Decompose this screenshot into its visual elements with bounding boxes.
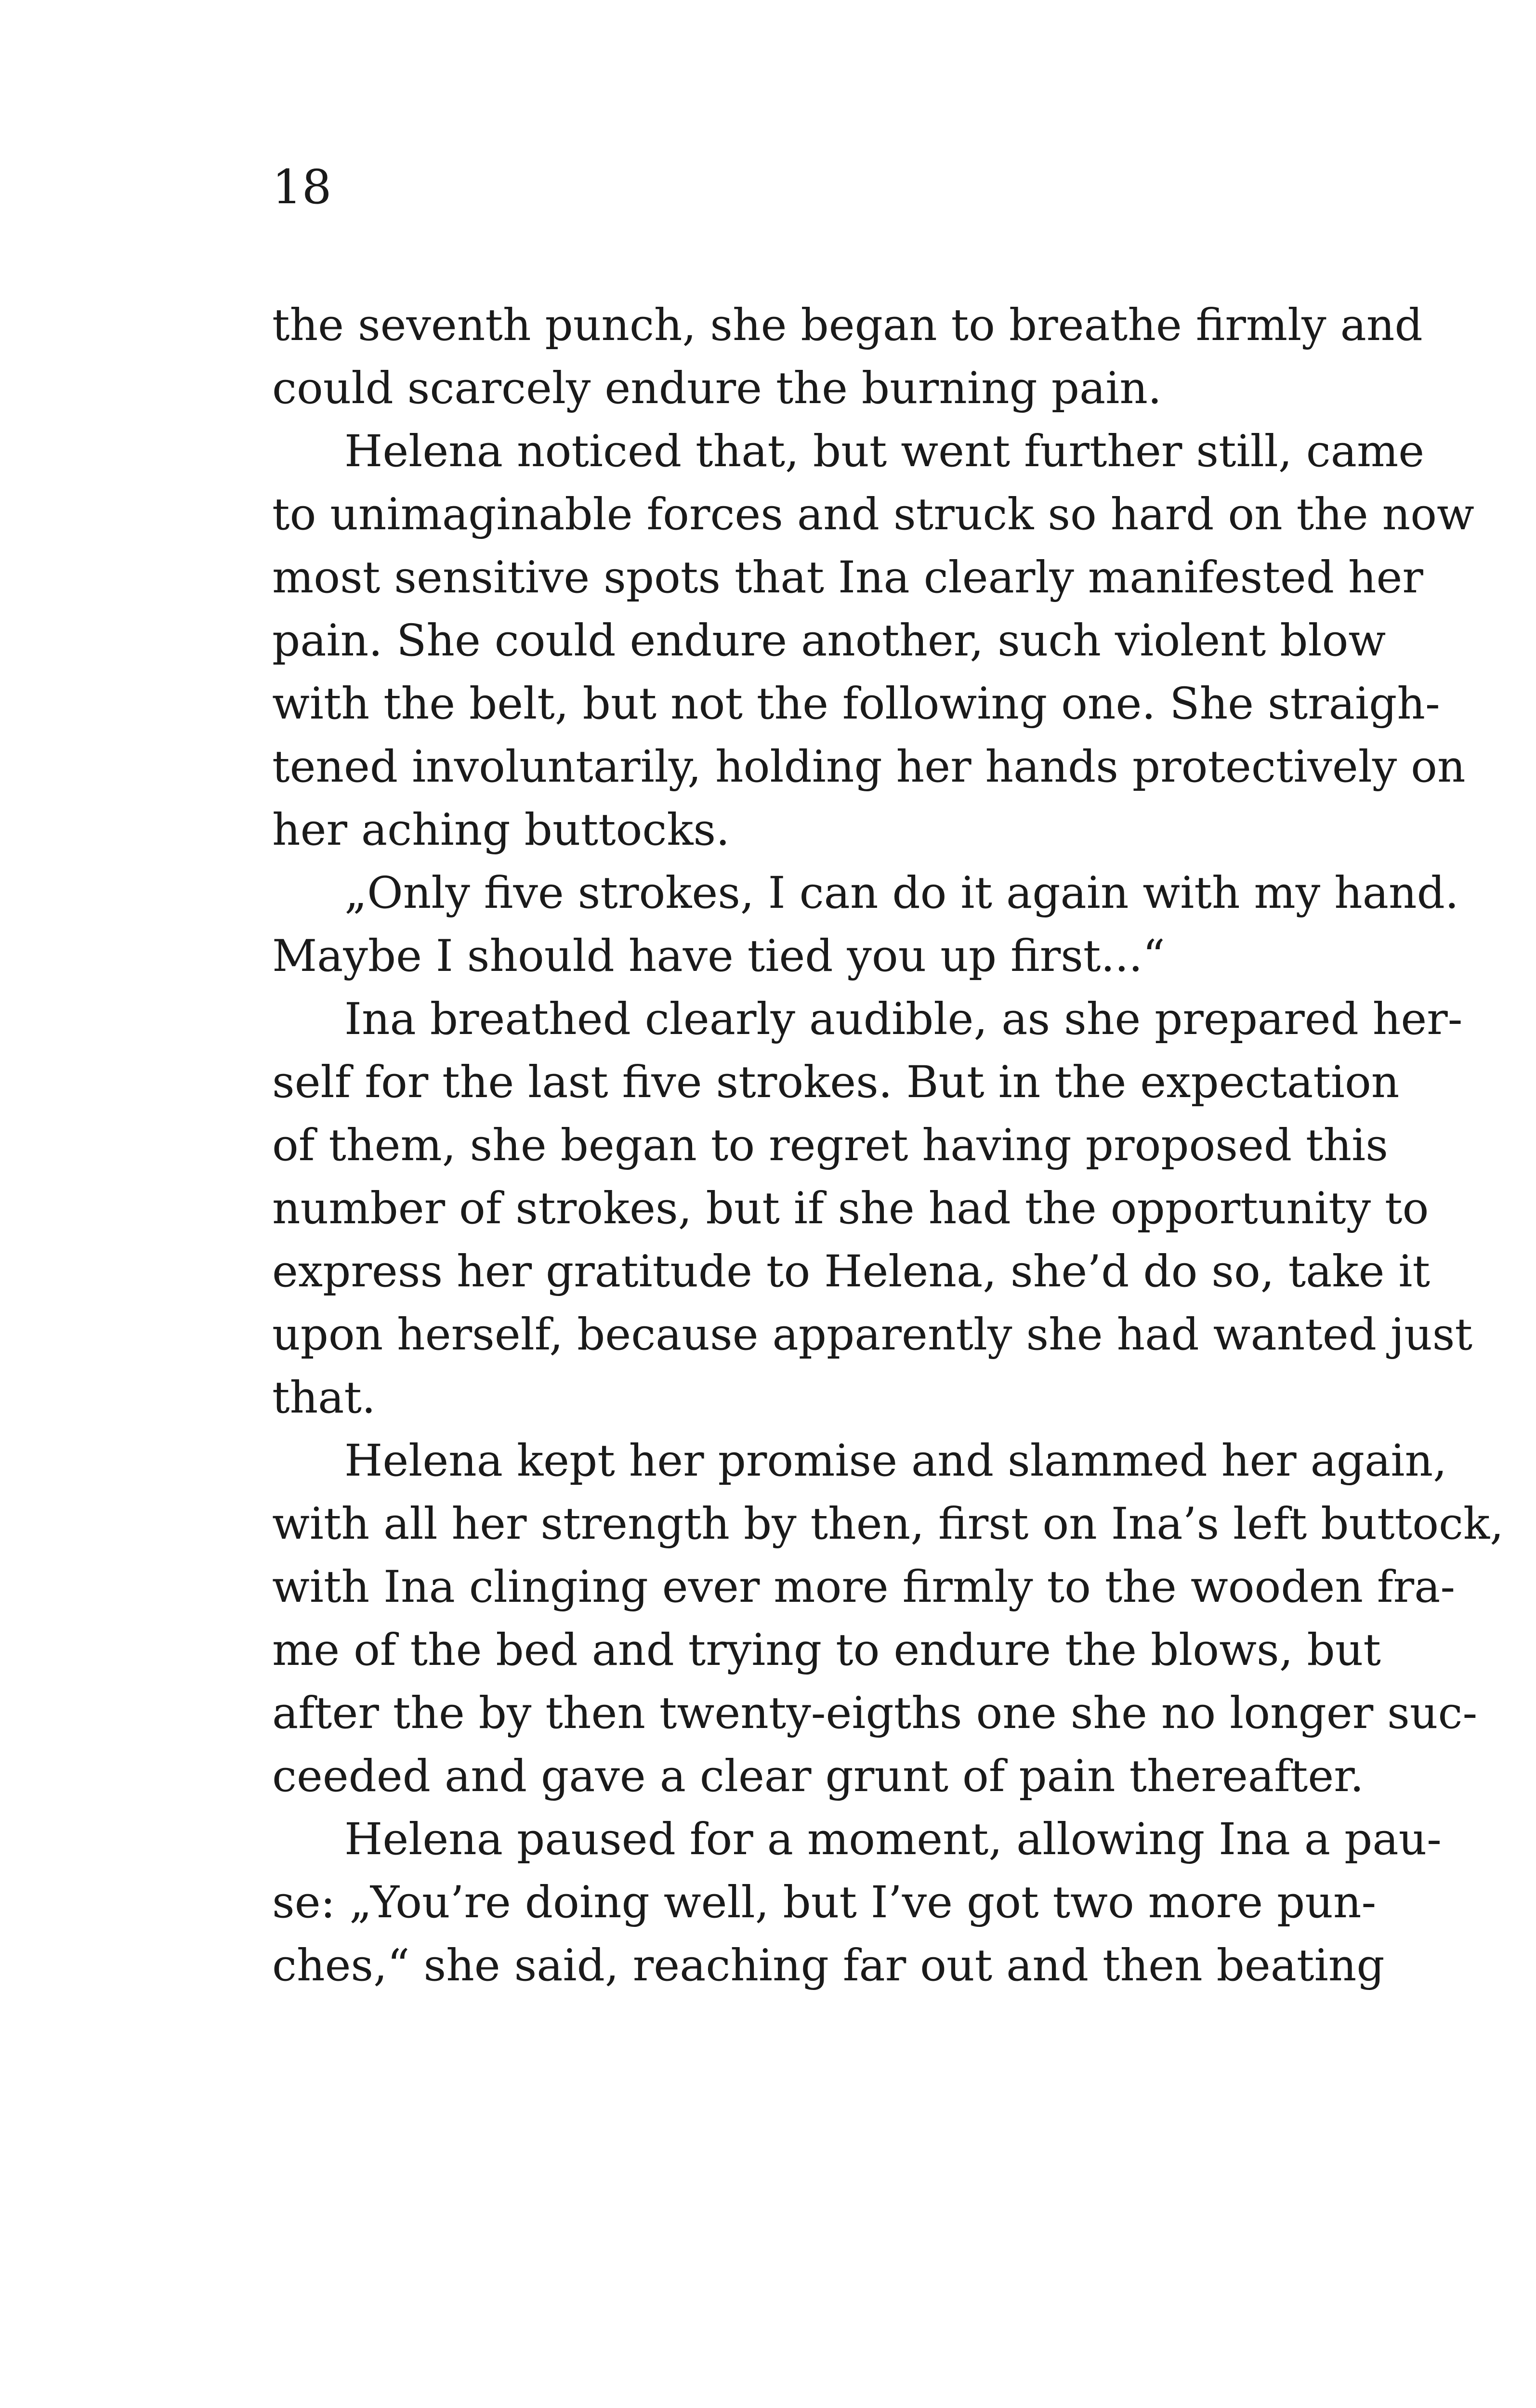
text-line: „Only five strokes, I can do it again with my hand. [344, 868, 1459, 918]
text-line: the seventh punch, she began to breathe firmly and [272, 300, 1423, 351]
text-line: pain. She could endure another, such violent blow [272, 615, 1386, 666]
text-line: express her gratitude to Helena, she’d do so, take it [272, 1246, 1431, 1297]
text-line: of them, she began to regret having proposed this [272, 1120, 1388, 1171]
text-line: after the by then twenty-eigths one she no longer suc- [272, 1688, 1478, 1739]
text-line: Helena noticed that, but went further still, came [344, 426, 1425, 477]
text-line: with the belt, but not the following one. She straigh- [272, 679, 1440, 729]
text-line: me of the bed and trying to endure the blows, but [272, 1625, 1381, 1675]
text-line: Helena kept her promise and slammed her again, [344, 1436, 1447, 1486]
text-line: ceeded and gave a clear grunt of pain thereafter. [272, 1751, 1364, 1802]
text-line: that. [272, 1373, 376, 1423]
text-line: with all her strength by then, first on Ina’s left buttock, [272, 1499, 1504, 1549]
text-line: se: „You’re doing well, but I’ve got two more pun- [272, 1877, 1377, 1928]
text-line: upon herself, because apparently she had wanted just [272, 1309, 1473, 1360]
text-line: her aching buttocks. [272, 805, 730, 855]
page-number: 18 [272, 160, 332, 214]
text-line: could scarcely endure the burning pain. [272, 363, 1162, 414]
text-line: self for the last five strokes. But in the expectation [272, 1057, 1400, 1108]
text-line: Maybe I should have tied you up first...“ [272, 931, 1165, 982]
text-line: to unimaginable forces and struck so hard on the now [272, 489, 1474, 540]
text-line: tened involuntarily, holding her hands protectively on [272, 742, 1466, 792]
text-line: most sensitive spots that Ina clearly manifested her [272, 552, 1423, 603]
text-line: number of strokes, but if she had the opportunity to [272, 1183, 1429, 1234]
text-line: Ina breathed clearly audible, as she prepared her- [344, 994, 1463, 1045]
text-line: with Ina clinging ever more firmly to the wooden fra- [272, 1562, 1456, 1612]
text-line: ches,“ she said, reaching far out and then beating [272, 1940, 1385, 1991]
body-text [272, 294, 1504, 1997]
text-line: Helena paused for a moment, allowing Ina a pau- [344, 1814, 1442, 1865]
